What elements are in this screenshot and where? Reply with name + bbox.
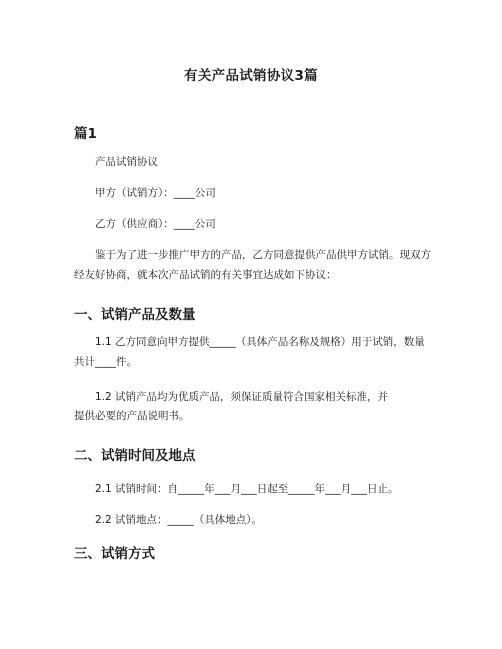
document-title: 有关产品试销协议3篇 <box>184 68 318 84</box>
clause-2-1: 2.1 试销时间：自_____年___月___日起至_____年___月___日止。 <box>95 483 399 495</box>
section-heading-time-place: 二、试销时间及地点 <box>74 448 196 464</box>
clause-1-2-line1: 1.2 试销产品均为优质产品，须保证质量符合国家相关标准，并 <box>95 391 389 403</box>
preamble-paragraph: 鉴于为了进一步推广甲方的产品，乙方同意提供产品供甲方试销。现双方经友好协商，就本次产品试销的有关事宜达成如下协议： <box>74 249 431 281</box>
section-heading-products: 一、试销产品及数量 <box>74 307 196 323</box>
party-b-line: 乙方（供应商）：____公司 <box>95 218 216 230</box>
clause-1-2-line2: 提供必要的产品说明书。 <box>74 410 190 422</box>
clause-2-2: 2.2 试销地点：_____（具体地点）。 <box>95 514 263 526</box>
agreement-subtitle: 产品试销协议 <box>95 156 158 168</box>
part-heading: 篇1 <box>74 126 97 142</box>
section-heading-method: 三、试销方式 <box>74 546 155 562</box>
party-a-line: 甲方（试销方）：____公司 <box>95 187 216 199</box>
clause-1-1: 1.1 乙方同意向甲方提供_____（具体产品名称及规格）用于试销，数量共计____件。 <box>74 336 425 368</box>
